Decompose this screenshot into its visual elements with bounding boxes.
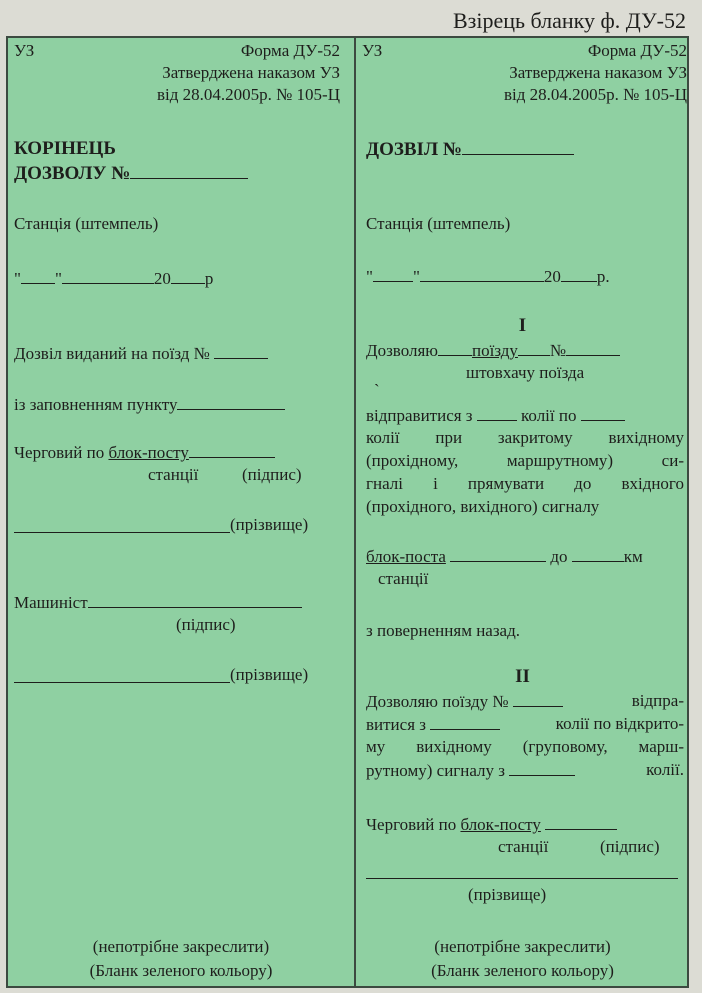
date-quote-open: ": [366, 267, 373, 286]
stub-number-label: [14, 162, 248, 185]
depart-from-label: відправитися з: [366, 406, 473, 425]
duty-sign-field[interactable]: [189, 441, 275, 458]
depart-to-track-field[interactable]: [581, 404, 625, 421]
part-one-label: I: [518, 315, 527, 336]
stub-number-field[interactable]: [130, 162, 248, 179]
stub-column: [8, 38, 354, 986]
duty-label: Черговий по: [14, 443, 109, 462]
date-year-field[interactable]: [561, 265, 597, 282]
depart-track-field[interactable]: [477, 404, 517, 421]
pusher-option: штовхачу поїзда: [466, 363, 585, 382]
org-label: УЗ: [14, 41, 35, 60]
p1-line-5: (прохідного, вихідного) сигналу: [366, 497, 600, 516]
p1-line-3: (прохідному, маршрутному) си-: [366, 451, 684, 470]
p2-line-4: [366, 759, 684, 782]
depart-row: [366, 404, 625, 427]
permit-number-field[interactable]: [462, 138, 574, 155]
filled-row: [14, 393, 285, 416]
date-month-field[interactable]: [62, 267, 154, 284]
form-number: Форма ДУ-52: [240, 41, 340, 60]
station-stamp: Станція (штемпель): [14, 214, 159, 233]
date-year-suffix: р.: [596, 267, 610, 286]
duty-row: [366, 813, 617, 836]
km-label: км: [623, 547, 643, 566]
green-note: (Бланк зеленого кольору): [431, 961, 614, 980]
form-number: Форма ДУ-52: [587, 41, 687, 60]
station-word: станції: [378, 569, 429, 588]
date-quote-close: ": [412, 267, 420, 286]
stub-heading: КОРІНЕЦЬ: [14, 138, 116, 159]
permit-column: [356, 38, 689, 986]
duty-surname-caption: (прізвище): [468, 885, 547, 904]
strike-note: (непотрібне закреслити): [92, 937, 270, 956]
allow-blank-1[interactable]: [438, 339, 472, 356]
date-row: [366, 265, 610, 288]
permit-heading-text: ДОЗВІЛ №: [366, 139, 462, 160]
duty-post-word: блок-посту: [460, 815, 541, 834]
km-field[interactable]: [572, 545, 624, 562]
duty-sign-field[interactable]: [545, 813, 617, 830]
p2-from-track-field[interactable]: [430, 713, 500, 730]
strike-note: (непотрібне закреслити): [434, 937, 611, 956]
stub-number-text: ДОЗВОЛУ №: [14, 163, 131, 184]
date-day-field[interactable]: [373, 265, 413, 282]
p2-line-2-left: [366, 713, 500, 736]
p2-line-2: [366, 713, 684, 736]
part-two-label: II: [515, 666, 530, 687]
duty-surname-field[interactable]: [14, 532, 230, 533]
filled-point-field[interactable]: [177, 393, 285, 410]
duty-sign-caption: (підпис): [242, 465, 302, 484]
allow-blank-2[interactable]: [518, 339, 550, 356]
date-year-prefix: 20: [543, 267, 561, 286]
p2-train-field[interactable]: [513, 690, 563, 707]
return-note: з поверненням назад.: [366, 621, 521, 640]
p2-from-label: витися з: [366, 715, 426, 734]
duty-post-word: блок-посту: [108, 443, 189, 462]
driver-row: [14, 591, 302, 614]
duty-surname-field[interactable]: [366, 878, 678, 879]
issued-row: [14, 342, 268, 365]
stray-mark: `: [374, 381, 380, 400]
allow-train-number-field[interactable]: [566, 339, 620, 356]
to-label: до: [550, 547, 568, 566]
p1-line-2: колії при закритому вихідному: [366, 428, 684, 447]
allow-train-word: поїзду: [472, 341, 518, 360]
approved-label: Затверджена наказом УЗ: [162, 63, 340, 82]
duty-label: Черговий по: [366, 815, 461, 834]
date-quote-close: ": [54, 269, 62, 288]
p2-train-label: Дозволяю поїзду №: [366, 692, 509, 711]
allow-number-sign: №: [549, 341, 567, 360]
permit-heading: [366, 138, 574, 161]
duty-surname-caption: (прізвище): [230, 515, 309, 534]
duty-station-word: станції: [148, 465, 199, 484]
date-year-field[interactable]: [171, 267, 205, 284]
p2-line-1-left: [366, 690, 563, 713]
station-stamp: Станція (штемпель): [366, 214, 511, 233]
driver-sign-field[interactable]: [88, 591, 302, 608]
allow-row: [366, 339, 620, 362]
issued-train-field[interactable]: [214, 342, 268, 359]
green-note: (Бланк зеленого кольору): [89, 961, 273, 980]
duty-row: [14, 441, 275, 464]
p2-line-3: му вихідному (груповому, марш-: [366, 737, 684, 756]
date-row: [14, 267, 213, 290]
date-day-field[interactable]: [21, 267, 55, 284]
p1-line-4: гналі і прямувати до вхідного: [366, 474, 684, 493]
page-title: Взірець бланку ф. ДУ-52: [452, 8, 686, 33]
p2-depart-word: відпра-: [631, 691, 684, 710]
org-label: УЗ: [362, 41, 383, 60]
date-year-prefix: 20: [153, 269, 171, 288]
p2-track-word: колії.: [646, 760, 684, 779]
date-year-suffix: р: [204, 269, 214, 288]
allow-label: Дозволяю: [366, 341, 439, 360]
duty-station-word: станції: [498, 837, 549, 856]
issued-label: Дозвіл виданий на поїзд №: [14, 344, 210, 363]
p2-open-signal-text: колії по відкрито-: [555, 714, 684, 733]
post-name-field[interactable]: [450, 545, 546, 562]
date-month-field[interactable]: [420, 265, 544, 282]
approved-date: від 28.04.2005р. № 105-Ц: [156, 85, 340, 104]
p2-signal-label: рутному) сигналу з: [366, 761, 506, 780]
p2-line-4-left: [366, 759, 575, 782]
driver-label: Машиніст: [14, 593, 88, 612]
filled-label: із заповненням пункту: [14, 395, 178, 414]
approved-date: від 28.04.2005р. № 105-Ц: [503, 85, 687, 104]
driver-surname-caption: (прізвище): [230, 665, 309, 684]
driver-sign-caption: (підпис): [176, 615, 236, 634]
depart-to-label: колії по: [521, 406, 577, 425]
permit-form: [6, 36, 689, 988]
post-row: [366, 545, 643, 568]
date-quote-open: ": [14, 269, 21, 288]
post-word: блок-поста: [366, 547, 446, 566]
p2-line-1: [366, 690, 684, 713]
approved-label: Затверджена наказом УЗ: [509, 63, 687, 82]
driver-surname-field[interactable]: [14, 682, 230, 683]
p2-signal-track-field[interactable]: [509, 759, 575, 776]
duty-sign-caption: (підпис): [600, 837, 660, 856]
